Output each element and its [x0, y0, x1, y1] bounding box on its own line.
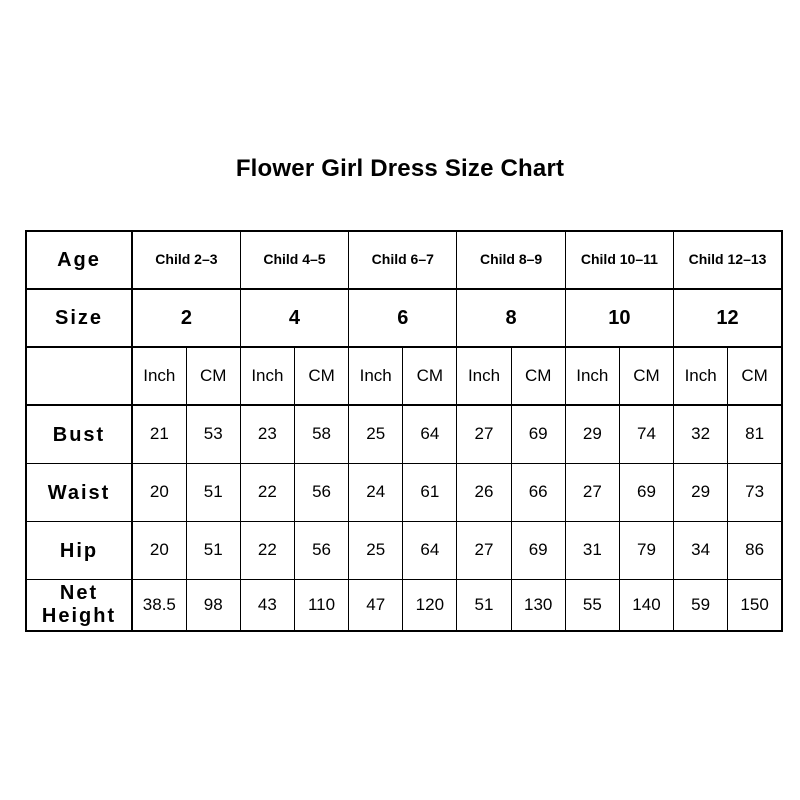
waist-row: [26, 464, 782, 522]
bust-cell: 58: [294, 405, 348, 464]
net-height-cell: 38.5: [132, 580, 186, 632]
net-height-cell: 140: [619, 580, 673, 632]
waist-cell: 51: [186, 464, 240, 522]
hip-cell: 20: [132, 522, 186, 580]
age-row: [26, 231, 782, 289]
net-height-label: [26, 580, 132, 632]
age-cell: Child 2–3: [132, 231, 240, 289]
age-cell: Child 10–11: [565, 231, 673, 289]
hip-cell: 51: [186, 522, 240, 580]
waist-label: Waist: [26, 464, 132, 522]
net-height-cell: 98: [186, 580, 240, 632]
waist-cell: 27: [565, 464, 619, 522]
hip-cell: 25: [349, 522, 403, 580]
net-height-cell: 47: [349, 580, 403, 632]
hip-cell: 64: [403, 522, 457, 580]
hip-label: Hip: [26, 522, 132, 580]
size-cell: 12: [674, 289, 782, 347]
unit-inch: Inch: [457, 347, 511, 405]
bust-cell: 29: [565, 405, 619, 464]
bust-cell: 27: [457, 405, 511, 464]
net-height-cell: 43: [240, 580, 294, 632]
hip-cell: 69: [511, 522, 565, 580]
chart-title: Flower Girl Dress Size Chart: [235, 155, 565, 182]
unit-inch: Inch: [349, 347, 403, 405]
hip-cell: 79: [619, 522, 673, 580]
net-height-cell: 130: [511, 580, 565, 632]
unit-inch: Inch: [240, 347, 294, 405]
net-height-cell: 55: [565, 580, 619, 632]
net-height-cell: 150: [728, 580, 782, 632]
bust-cell: 32: [674, 405, 728, 464]
size-cell: 6: [349, 289, 457, 347]
size-cell: 10: [565, 289, 673, 347]
bust-row: [26, 405, 782, 464]
waist-cell: 69: [619, 464, 673, 522]
bust-cell: 74: [619, 405, 673, 464]
net-height-cell: 110: [294, 580, 348, 632]
bust-cell: 21: [132, 405, 186, 464]
unit-inch: Inch: [132, 347, 186, 405]
hip-row: [26, 522, 782, 580]
unit-inch: Inch: [674, 347, 728, 405]
size-label: Size: [26, 289, 132, 347]
bust-cell: 25: [349, 405, 403, 464]
waist-cell: 56: [294, 464, 348, 522]
bust-cell: 53: [186, 405, 240, 464]
age-cell: Child 4–5: [240, 231, 348, 289]
bust-cell: 69: [511, 405, 565, 464]
hip-cell: 86: [728, 522, 782, 580]
net-height-cell: 120: [403, 580, 457, 632]
unit-cm: CM: [186, 347, 240, 405]
unit-row: [26, 347, 782, 405]
bust-cell: 81: [728, 405, 782, 464]
hip-cell: 31: [565, 522, 619, 580]
unit-cm: CM: [511, 347, 565, 405]
size-cell: 2: [132, 289, 240, 347]
waist-cell: 29: [674, 464, 728, 522]
hip-cell: 34: [674, 522, 728, 580]
net-height-label-line2: Height: [41, 605, 117, 627]
waist-cell: 20: [132, 464, 186, 522]
size-cell: 4: [240, 289, 348, 347]
waist-cell: 22: [240, 464, 294, 522]
net-height-cell: 59: [674, 580, 728, 632]
unit-inch: Inch: [565, 347, 619, 405]
age-cell: Child 8–9: [457, 231, 565, 289]
size-chart-table: [25, 230, 783, 632]
hip-cell: 27: [457, 522, 511, 580]
net-height-cell: 51: [457, 580, 511, 632]
waist-cell: 66: [511, 464, 565, 522]
age-cell: Child 6–7: [349, 231, 457, 289]
unit-cm: CM: [403, 347, 457, 405]
size-row: [26, 289, 782, 347]
hip-cell: 56: [294, 522, 348, 580]
age-label: Age: [26, 231, 132, 289]
unit-cm: CM: [619, 347, 673, 405]
size-cell: 8: [457, 289, 565, 347]
net-height-label-line1: Net: [59, 582, 99, 604]
unit-cm: CM: [728, 347, 782, 405]
waist-cell: 24: [349, 464, 403, 522]
unit-label-empty: [26, 347, 132, 405]
bust-cell: 23: [240, 405, 294, 464]
bust-cell: 64: [403, 405, 457, 464]
waist-cell: 26: [457, 464, 511, 522]
waist-cell: 73: [728, 464, 782, 522]
waist-cell: 61: [403, 464, 457, 522]
bust-label: Bust: [26, 405, 132, 464]
age-cell: Child 12–13: [674, 231, 782, 289]
net-height-row: [26, 580, 782, 632]
unit-cm: CM: [294, 347, 348, 405]
hip-cell: 22: [240, 522, 294, 580]
